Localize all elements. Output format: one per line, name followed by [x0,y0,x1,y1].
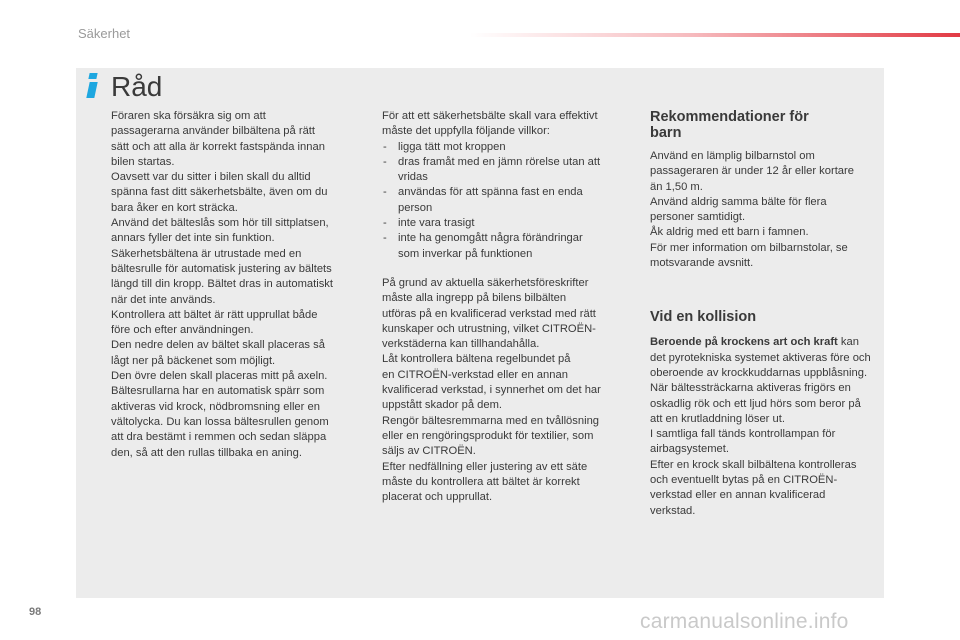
text-line: en CITROËN-verkstad eller en annan [382,368,568,381]
text-line: Oavsett var du sitter i bilen skall du alltid [111,171,311,184]
text-line: placerat och upprullat. [382,491,493,504]
collision-text [650,351,900,519]
text-line: att dra bestämt i remmen och sedan släppa [111,431,327,444]
text-line: Rengör bältesremmarna med en tvållösning [382,414,600,427]
text-line: säljs av CITROËN. [382,445,476,458]
column-2-intro [382,109,632,140]
list-item: - användas för att spänna fast en enda person [382,185,632,216]
list-item: - ligga tätt mot kroppen [382,140,632,155]
text-line: oberoende av krockkuddarnas uppblåsning. [650,366,868,379]
text-line: Använd det bälteslås som hör till sittplatsen, [111,217,329,230]
section-title: Säkerhet [78,26,131,41]
conditions-list [382,140,632,262]
page-number: 98 [29,606,42,618]
column-2 [382,109,632,505]
header-divider [470,33,960,37]
text-line: Den övre delen skall placeras mitt på axeln. [111,370,328,383]
text-line: Använd aldrig samma bälte för flera [650,195,827,208]
text-line: måste det uppfylla följande villkor: [382,125,550,138]
text-line: än 1,50 m. [650,180,703,193]
children-heading: Rekommendationer för barn [650,109,809,141]
list-item: - dras framåt med en jämn rörelse utan att vridas [382,155,632,186]
text-line: oskadlig rök och ett ljud hörs som beror på [650,397,861,410]
text-line: att en krutladdning löser ut. [650,412,785,425]
children-text [650,149,900,271]
text-line: sätt och att alla är korrekt fastspända innan [111,140,325,153]
text-line: lågt ner på bäckenet som möjligt. [111,354,276,367]
text-line: När bältessträckarna aktiveras frigörs en [650,382,851,395]
list-item: - inte ha genomgått några förändringar som inverkar på funktionen [382,231,632,262]
collision-heading: Vid en kollision [650,309,757,326]
text-line: airbagsystemet. [650,443,729,456]
text-line: Använd en lämplig bilbarnstol om [650,150,815,162]
text-line: spänna fast ditt säkerhetsbälte, även om du [111,186,328,199]
text-line: I samtliga fall tänds kontrollampan för [650,428,836,441]
text-line: Åk aldrig med ett barn i famnen. [650,226,809,239]
text-line: Bältesrullarna har en automatisk spärr som [111,385,325,398]
collision-lead: Beroende på krockens art och kraft kan [650,336,859,349]
info-title: Råd [111,71,163,102]
text-line: när det inte används. [111,293,216,306]
text-line: motsvarande avsnitt. [650,257,754,270]
text-line: Låt kontrollera bältena regelbundet på [382,353,571,366]
column-1 [111,109,361,461]
text-line: och eventuellt bytas på en CITROËN- [650,474,838,487]
text-line: För mer information om bilbarnstolar, se [650,241,848,254]
text-line: verkstäderna kan tillhandahålla. [382,338,540,351]
text-line: bilen startas. [111,155,175,168]
text-line: passagerarna använder bilbältena på rätt [111,125,316,138]
text-line: uppstått skador på dem. [382,399,503,412]
text-line: måste alla ingrepp på bilens bilbälten [382,292,567,305]
column-2-text [382,276,632,505]
text-line: utföras på en kvalificerad verkstad med rätt [382,307,596,320]
column-1-text [111,109,361,461]
list-item: - inte vara trasigt [382,216,632,231]
watermark: carmanualsonline.info [640,610,849,633]
text-line: annars fyller det inte sin funktion. [111,232,275,245]
text-line: personer samtidigt. [650,211,746,224]
text-line: För att ett säkerhetsbälte skall vara effektivt [382,110,598,122]
text-line: Säkerhetsbältena är utrustade med en [111,247,302,260]
text-line: bältesrulle för automatisk justering av bältets [111,262,332,275]
text-line: Kontrollera att bältet är rätt upprullat både [111,308,318,321]
text-line: Föraren ska försäkra sig om att [111,110,266,122]
text-line: före och efter användningen. [111,324,254,337]
text-line: bara åker en kort sträcka. [111,201,238,214]
text-line: det pyrotekniska systemet aktiveras före och [650,351,871,364]
text-line: den, så att den rullas tillbaka en aning. [111,446,302,459]
text-line: vältolycka. Du kan lossa bältesrullen genom [111,415,329,428]
text-line: måste du kontrollera att bältet är korrekt [382,475,580,488]
text-line: längd till din kropp. Bältet dras in automatiskt [111,278,334,291]
text-line: Den nedre delen av bältet skall placeras så [111,339,325,352]
text-line: kunskaper och utrustning, vilket CITROËN- [382,322,596,335]
text-line: verkstad eller en annan kvalificerad [650,489,826,502]
text-line: aktiveras vid krock, nödbromsning eller en [111,400,320,413]
column-3 [650,109,900,519]
text-line: Efter en krock skall bilbältena kontrolleras [650,458,857,471]
text-line: verkstad. [650,504,696,517]
info-icon [86,73,100,99]
text-line: kvalificerad verkstad, i synnerhet om det har [382,384,601,397]
text-line: På grund av aktuella säkerhetsföreskrifter [382,276,589,289]
text-line: passageraren är under 12 år eller kortare [650,165,854,178]
text-line: Efter nedfällning eller justering av ett säte [382,460,588,473]
text-line: eller en rengöringsprodukt för textilier, som [382,429,594,442]
